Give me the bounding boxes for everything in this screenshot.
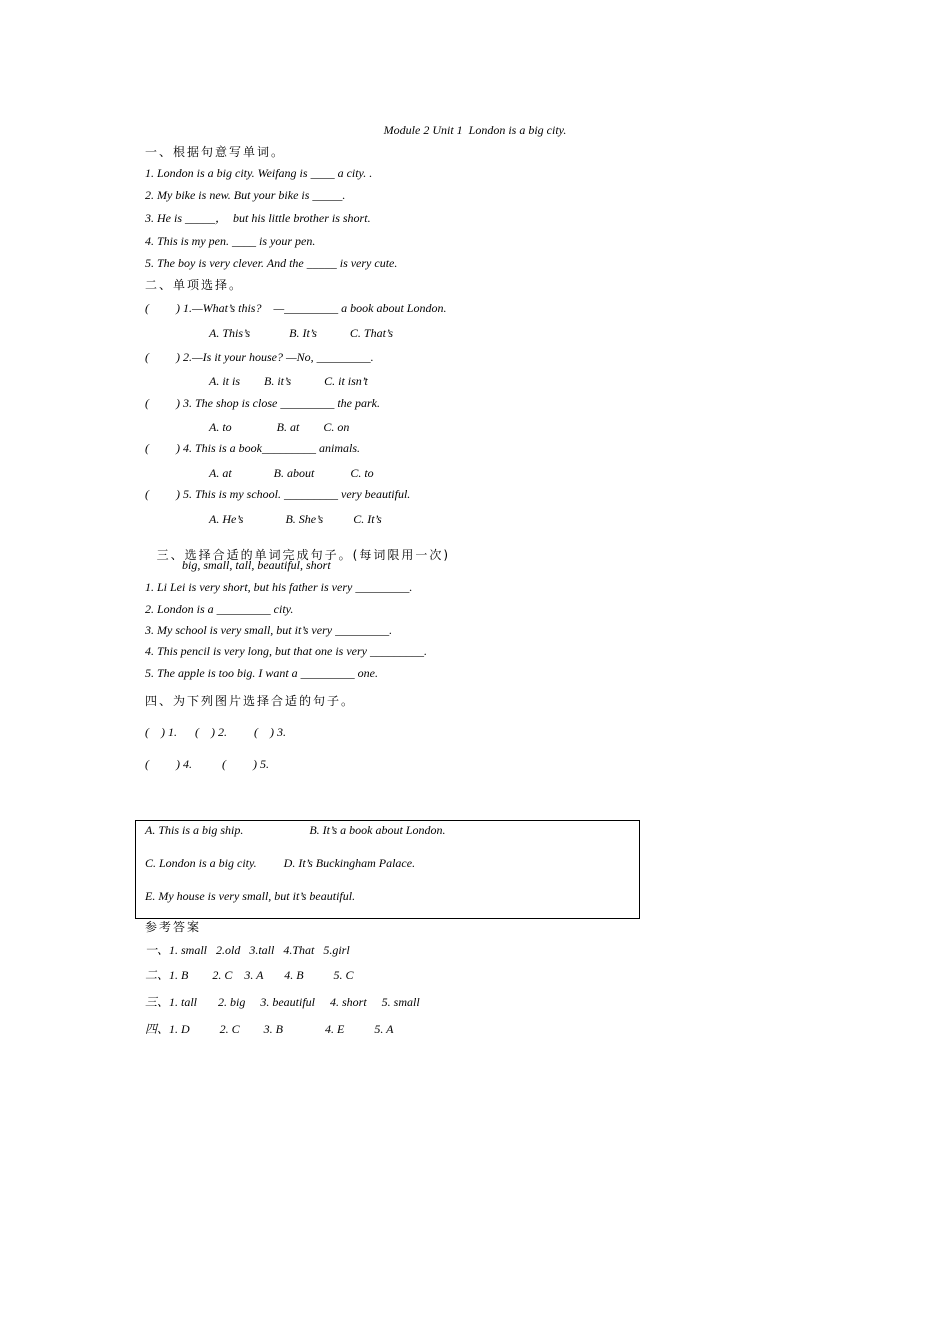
section2-question-5: ( ) 5. This is my school. _________ very beautiful. (145, 487, 411, 501)
section3-item-1: 1. Li Lei is very short, but his father is very _________. (145, 580, 413, 594)
section2-question-1: ( ) 1.—What’s this? —_________ a book about London. (145, 301, 447, 315)
answers-heading: 参考答案 (145, 920, 202, 934)
section1-item-5: 5. The boy is very clever. And the _____ is very cute. (145, 256, 398, 270)
answers-line-2: 二、1. B 2. C 3. A 4. B 5. C (145, 968, 354, 982)
answers-line-1: 一、1. small 2.old 3.tall 4.That 5.girl (145, 943, 350, 957)
answers-line-4: 四、1. D 2. C 3. B 4. E 5. A (145, 1022, 394, 1036)
option-row-3: E. My house is very small, but it’s beautiful. (145, 889, 356, 903)
section2-options-3: A. to B. at C. on (209, 420, 350, 434)
worksheet-title: Module 2 Unit 1 London is a big city. (383, 123, 567, 137)
section3-heading-text: 三、选择合适的单词完成句子。 (156, 548, 353, 562)
section3-item-5: 5. The apple is too big. I want a _________ one. (145, 666, 378, 680)
section2-heading: 二、单项选择。 (145, 278, 244, 292)
section3-item-4: 4. This pencil is very long, but that one is very _________. (145, 644, 427, 658)
section3-heading-note: (每词限用一次) (352, 548, 451, 562)
section2-options-2: A. it is B. it’s C. it isn’t (209, 374, 368, 388)
section2-options-4: A. at B. about C. to (209, 466, 374, 480)
section2-question-2: ( ) 2.—Is it your house? —No, _________. (145, 350, 374, 364)
section1-item-1: 1. London is a big city. Weifang is ____ a city. . (145, 166, 373, 180)
section2-question-4: ( ) 4. This is a book_________ animals. (145, 441, 361, 455)
section3-item-2: 2. London is a _________ city. (145, 602, 294, 616)
section1-item-4: 4. This is my pen. ____ is your pen. (145, 234, 316, 248)
section2-question-3: ( ) 3. The shop is close _________ the park. (145, 396, 380, 410)
section4-heading: 四、为下列图片选择合适的句子。 (145, 694, 356, 708)
section3-item-3: 3. My school is very small, but it’s very _________. (145, 623, 393, 637)
section4-answer-row-1: ( ) 1. ( ) 2. ( ) 3. (145, 725, 286, 739)
section2-options-1: A. This’s B. It’s C. That’s (209, 326, 394, 340)
section1-item-3: 3. He is _____， but his little brother is short. (145, 211, 371, 225)
option-row-1: A. This is a big ship. B. It’s a book about London. (145, 823, 446, 837)
section2-options-5: A. He’s B. She’s C. It’s (209, 512, 382, 526)
section4-answer-row-2: ( ) 4. ( ) 5. (145, 757, 269, 771)
section1-item-2: 2. My bike is new. But your bike is _____. (145, 188, 346, 202)
section1-heading: 一、根据句意写单词。 (145, 145, 286, 159)
answers-line-3: 三、1. tall 2. big 3. beautiful 4. short 5. small (145, 995, 420, 1009)
word-bank: big, small, tall, beautiful, short (182, 558, 331, 572)
option-row-2: C. London is a big city. D. It’s Buckingham Palace. (145, 856, 416, 870)
